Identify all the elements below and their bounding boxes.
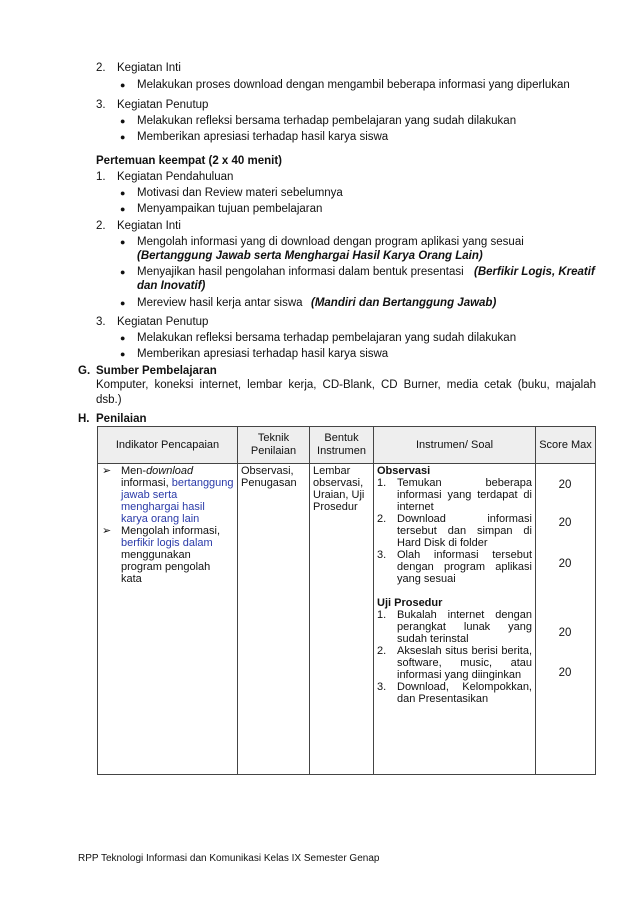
score-value: 20 <box>558 558 572 570</box>
indicator-em: download <box>146 465 194 477</box>
observasi-heading: Observasi <box>377 465 431 477</box>
indicator-character: bertanggung jawab serta menghargai hasil karya orang lain <box>121 477 234 525</box>
score-value: 20 <box>558 627 572 639</box>
instrumen-cell <box>374 464 536 775</box>
character-value: (Berfikir Logis, Kreatif <box>474 266 595 278</box>
bullet-icon: ● <box>120 204 126 214</box>
score-value: 20 <box>558 667 572 679</box>
assessment-table <box>97 426 596 775</box>
bullet-text: Melakukan proses download dengan mengambil beberapa informasi yang diperlukan <box>137 79 570 91</box>
indicator-character: berfikir logis dalam <box>121 537 213 549</box>
indicator-item <box>101 465 234 525</box>
indikator-cell <box>98 464 238 775</box>
character-value: (Bertanggung Jawab serta Menghargai Hasil Karya Orang Lain) <box>137 250 483 262</box>
indicator-text: Mengolah informasi, <box>121 525 221 537</box>
item-number: 3. <box>96 99 106 111</box>
bullet-text: Menyajikan hasil pengolahan informasi dalam bentuk presentasi <box>137 266 464 278</box>
item-number: 2. <box>96 220 106 232</box>
section-title: Kegiatan Pendahuluan <box>117 171 234 183</box>
bullet-text: Melakukan refleksi bersama terhadap pembelajaran yang sudah dilakukan <box>137 115 517 127</box>
instrument-text: Download informasi tersebut dan simpan di Hard Disk di folder <box>397 513 532 549</box>
bullet-icon: ● <box>120 132 126 142</box>
bullet-text: Memberikan apresiasi terhadap hasil karya siswa <box>137 348 389 360</box>
header-bentuk: Bentuk Instrumen <box>310 427 374 464</box>
instrument-item: 1. Temukan beberapa informasi yang terdapat di internet <box>377 477 532 513</box>
header-score: Score Max <box>536 427 596 464</box>
section-title: Kegiatan Inti <box>117 220 181 232</box>
header-teknik: Teknik Penilaian <box>238 427 310 464</box>
section-letter: G. <box>78 365 91 377</box>
table-header-row <box>98 427 596 464</box>
bullet-icon: ● <box>120 298 126 308</box>
instrument-text: Akseslah situs berisi berita, software, music, atau informasi yang diinginkan <box>397 645 532 681</box>
instrument-item: 2. Download informasi tersebut dan simpan di Hard Disk di folder <box>377 513 532 549</box>
instrument-item: 1. Bukalah internet dengan perangkat lunak yang sudah terinstal <box>377 609 532 645</box>
arrow-bullet-icon: ➢ <box>102 465 112 477</box>
bullet-icon: ● <box>120 267 126 277</box>
sources-text: dsb.) <box>96 394 122 406</box>
item-number: 2. <box>96 62 106 74</box>
item-number: 1. <box>96 171 106 183</box>
instrument-text: Download, Kelompokkan, dan Presentasikan <box>397 681 532 705</box>
score-value: 20 <box>558 517 572 529</box>
table-row <box>98 464 596 775</box>
bullet-icon: ● <box>120 116 126 126</box>
bullet-text: Menyampaikan tujuan pembelajaran <box>137 203 323 215</box>
instrument-item: 2. Akseslah situs berisi berita, software, music, atau informasi yang diinginkan <box>377 645 532 681</box>
page-footer: RPP Teknologi Informasi dan Komunikasi Kelas IX Semester Genap <box>78 853 380 864</box>
arrow-bullet-icon: ➢ <box>102 525 112 537</box>
bullet-text: Mengolah informasi yang di download dengan program aplikasi yang sesuai <box>137 236 524 248</box>
section-heading: Sumber Pembelajaran <box>96 365 217 377</box>
bullet-text: Mereview hasil kerja antar siswa <box>137 297 303 309</box>
section-heading: Penilaian <box>96 413 147 425</box>
bullet-icon: ● <box>120 237 126 247</box>
indicator-prefix: Men- <box>121 465 147 477</box>
meeting-heading: Pertemuan keempat (2 x 40 menit) <box>96 155 282 167</box>
item-number: 3. <box>96 316 106 328</box>
bullet-icon: ● <box>120 349 126 359</box>
sources-text: Komputer, koneksi internet, lembar kerja, CD-Blank, CD Burner, media cetak (buku, majalah <box>96 379 596 391</box>
instrument-item: 3. Olah informasi tersebut dengan program aplikasi yang sesuai <box>377 549 532 585</box>
instrument-text: Bukalah internet dengan perangkat lunak yang sudah terinstal <box>397 609 532 645</box>
bullet-text: Motivasi dan Review materi sebelumnya <box>137 187 343 199</box>
instrument-text: Olah informasi tersebut dengan program aplikasi yang sesuai <box>397 549 532 585</box>
character-value: dan Inovatif) <box>137 280 206 292</box>
header-indikator: Indikator Pencapaian <box>98 427 238 464</box>
bullet-text: Memberikan apresiasi terhadap hasil karya siswa <box>137 131 389 143</box>
section-letter: H. <box>78 413 90 425</box>
bullet-text: Melakukan refleksi bersama terhadap pembelajaran yang sudah dilakukan <box>137 332 517 344</box>
character-value: (Mandiri dan Bertanggung Jawab) <box>311 297 497 309</box>
section-title: Kegiatan Penutup <box>117 316 209 328</box>
section-title: Kegiatan Penutup <box>117 99 209 111</box>
indicator-text: informasi, <box>121 477 169 489</box>
instrument-item: 3. Download, Kelompokkan, dan Presentasikan <box>377 681 532 705</box>
teknik-cell: Observasi, Penugasan <box>238 464 310 775</box>
bullet-icon: ● <box>120 80 126 90</box>
score-value: 20 <box>558 479 572 491</box>
indicator-text: menggunakan program pengolah kata <box>121 549 211 585</box>
indicator-item <box>101 525 234 585</box>
bullet-icon: ● <box>120 333 126 343</box>
bentuk-cell: Lembar observasi, Uraian, Uji Prosedur <box>310 464 374 775</box>
score-cell <box>536 464 596 775</box>
instrument-text: Temukan beberapa informasi yang terdapat di internet <box>397 477 532 513</box>
bullet-icon: ● <box>120 188 126 198</box>
uji-prosedur-heading: Uji Prosedur <box>377 597 443 609</box>
header-instrumen: Instrumen/ Soal <box>374 427 536 464</box>
section-title: Kegiatan Inti <box>117 62 181 74</box>
